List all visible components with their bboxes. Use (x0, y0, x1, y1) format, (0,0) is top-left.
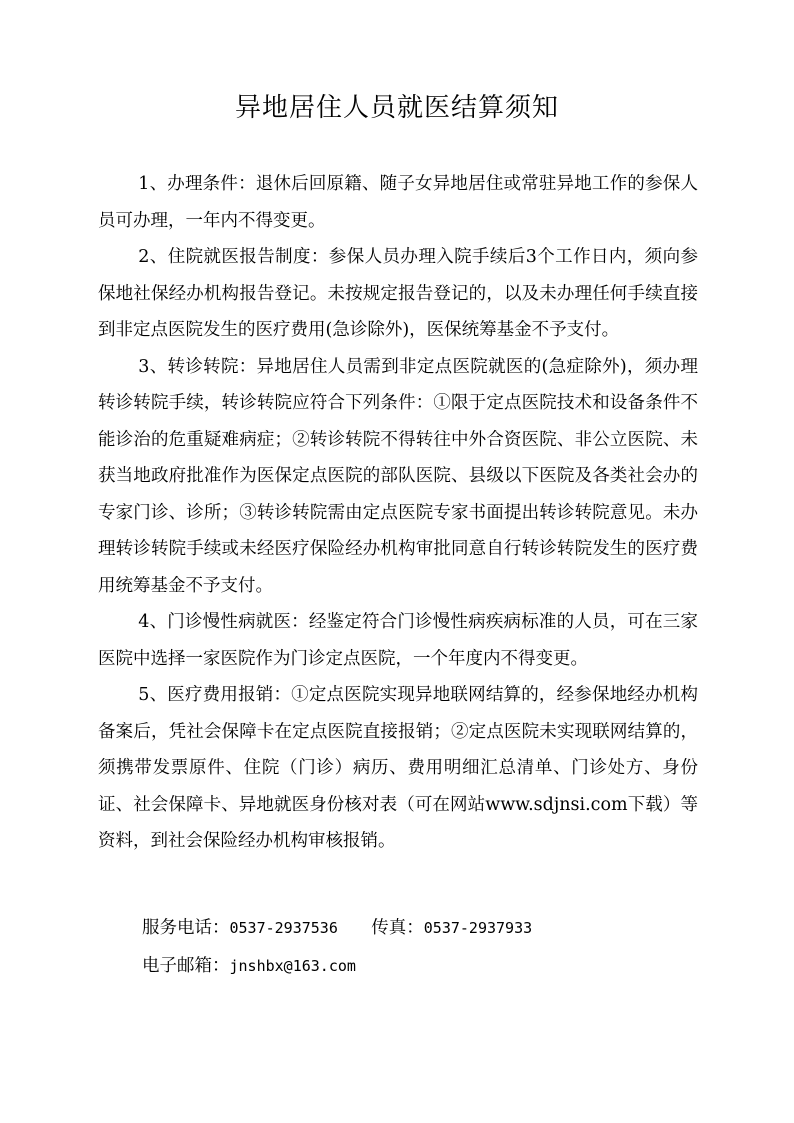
email-label: 电子邮箱： (142, 956, 230, 976)
paragraph-5: 5、医疗费用报销：①定点医院实现异地联网结算的，经参保地经办机构备案后，凭社会保障卡在定点医院直接报销；②定点医院未实现联网结算的，须携带发票原件、住院（门诊）病历、费用明细汇总清单、门诊处方、身份证、社会保障卡、异地就医身份核对表（可在网站www.sdjnsi.com下载）等资料，到社会保险经办机构审核报销。 (98, 685, 698, 851)
paragraph-3: 3、转诊转院：异地居住人员需到非定点医院就医的(急症除外)，须办理转诊转院手续，转诊转院应符合下列条件：①限于定点医院技术和设备条件不能诊治的危重疑难病症；②转诊转院不得转往中外合资医院、非公立医院、未获当地政府批准作为医保定点医院的部队医院、县级以下医院及各类社会办的专家门诊、诊所；③转诊转院需由定点医院专家书面提出转诊转院意见。未办理转诊转院手续或未经医疗保险经办机构审批同意自行转诊转院发生的医疗费用统筹基金不予支付。 (98, 356, 698, 596)
document-title: 异地居住人员就医结算须知 (234, 93, 559, 123)
document-body (98, 166, 698, 860)
paragraph-4: 4、门诊慢性病就医：经鉴定符合门诊慢性病疾病标准的人员，可在三家医院中选择一家医院作为门诊定点医院，一个年度内不得变更。 (98, 612, 698, 669)
fax-number: 0537-2937933 (423, 919, 533, 937)
paragraph-2: 2、住院就医报告制度：参保人员办理入院手续后3个工作日内，须向参保地社保经办机构报告登记。未按规定报告登记的，以及未办理任何手续直接到非定点医院发生的医疗费用(急诊除外)，医保统筹基金不予支付。 (98, 247, 698, 340)
phone-number: 0537-2937536 (229, 919, 338, 937)
fax-label: 传真： (371, 918, 424, 938)
phone-label: 服务电话： (142, 918, 230, 938)
paragraph-1: 1、办理条件：退休后回原籍、随子女异地居住或常驻异地工作的参保人员可办理，一年内不得变更。 (98, 174, 698, 231)
contact-phone-line (142, 912, 532, 944)
email-address: jnshbx@163.com (229, 957, 356, 975)
contact-email-line (142, 950, 356, 982)
